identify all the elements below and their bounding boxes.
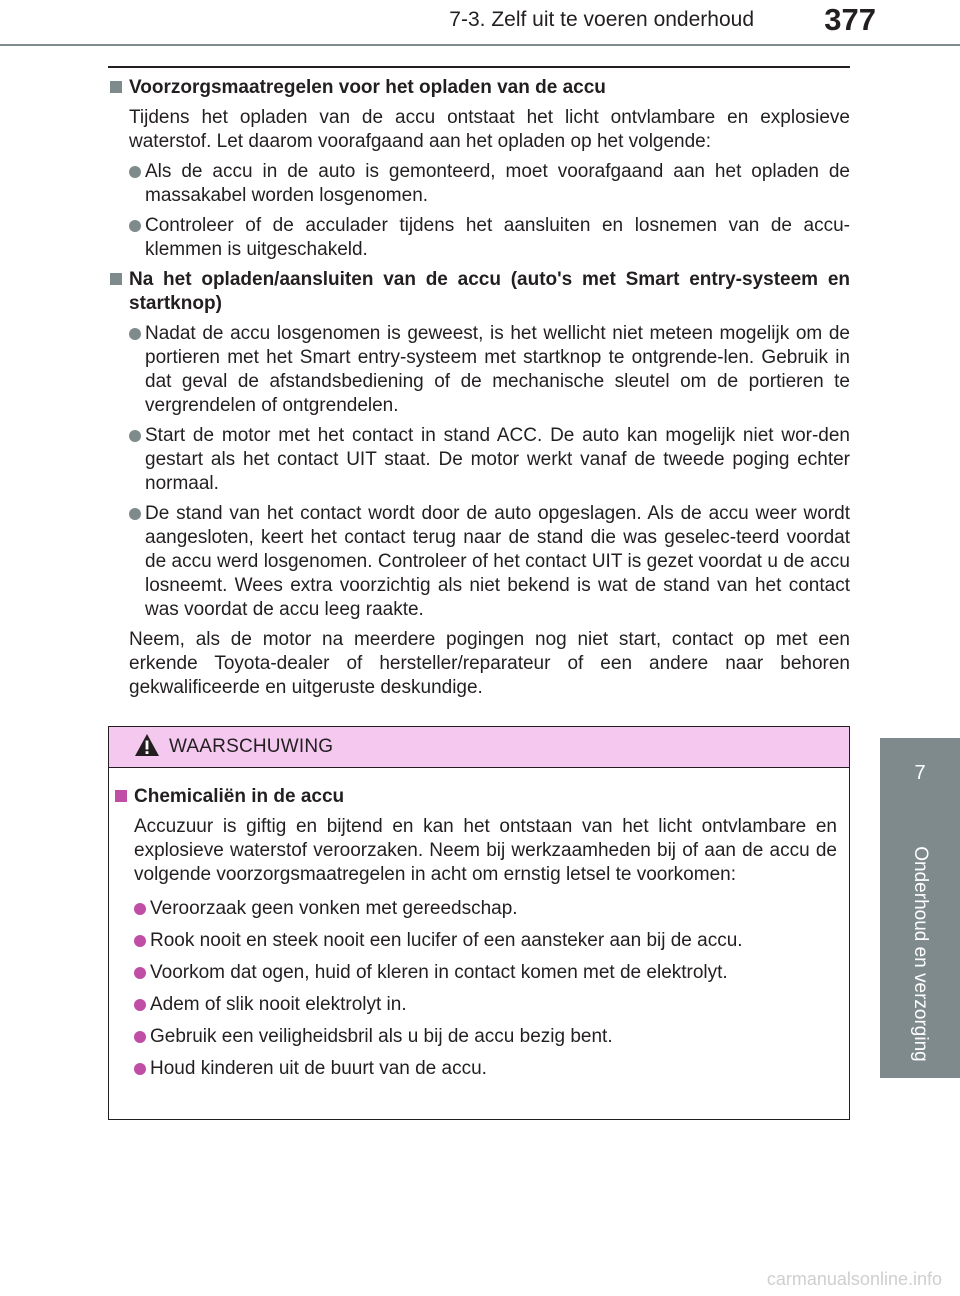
warning-title: WAARSCHUWING: [169, 736, 334, 757]
section-intro: Tijdens het opladen van de accu ontstaat het licht ontvlambare en explosieve waterstof. Let daarom voorafgaand aan het opladen op het volgende:: [129, 107, 850, 152]
round-bullet-icon: [129, 166, 141, 178]
list-item: Houd kinderen uit de buurt van de accu.: [113, 1057, 837, 1081]
section-title: 7-3. Zelf uit te voeren onderhoud: [449, 8, 754, 31]
section-heading: Na het opladen/aansluiten van de accu (auto's met Smart entry-systeem en startknop): [108, 268, 850, 316]
list-item: Als de accu in de auto is gemonteerd, moet voorafgaand aan het opladen de massakabel worden losgenomen.: [108, 160, 850, 208]
round-bullet-icon: [134, 1063, 146, 1075]
chapter-tab: [880, 738, 960, 1078]
square-bullet-icon: [115, 790, 127, 802]
list-item: Veroorzaak geen vonken met gereedschap.: [113, 897, 837, 921]
section-heading: Voorzorgsmaatregelen voor het opladen van de accu: [108, 76, 850, 100]
round-bullet-icon: [129, 508, 141, 520]
section-outro: Neem, als de motor na meerdere pogingen nog niet start, contact op met een erkende Toyota-dealer of hersteller/reparateur of een andere naar behoren gekwalificeerde en uitgeruste deskundige.: [129, 629, 850, 698]
round-bullet-icon: [129, 430, 141, 442]
list-item: Controleer of de acculader tijdens het aansluiten en losnemen van de accu-klemmen is uitgeschakeld.: [108, 214, 850, 262]
round-bullet-icon: [134, 935, 146, 947]
page-number: 377: [824, 2, 876, 37]
list-item: Start de motor met het contact in stand ACC. De auto kan mogelijk niet wor-den gestart als het contact UIT staat. De motor werkt vanaf de tweede poging echter normaal.: [108, 424, 850, 496]
warning-heading: Chemicaliën in de accu: [113, 785, 837, 809]
list-item: Gebruik een veiligheidsbril als u bij de accu bezig bent.: [113, 1025, 837, 1049]
round-bullet-icon: [134, 903, 146, 915]
list-item: Voorkom dat ogen, huid of kleren in contact komen met de elektrolyt.: [113, 961, 837, 985]
round-bullet-icon: [129, 328, 141, 340]
round-bullet-icon: [129, 220, 141, 232]
square-bullet-icon: [110, 81, 122, 93]
list-item: Nadat de accu losgenomen is geweest, is het wellicht niet meteen mogelijk om de portieren met het Smart entry-systeem met startknop te ontgrende-len. Gebruik in dat geval de afstandsbediening of de mechanische sleutel om de portieren te vergrendelen of ontgrendelen.: [108, 322, 850, 418]
round-bullet-icon: [134, 999, 146, 1011]
list-item: Rook nooit en steek nooit een lucifer of een aansteker aan bij de accu.: [113, 929, 837, 953]
warning-intro: Accuzuur is giftig en bijtend en kan het ontstaan van het licht ontvlambare en explosieve waterstof veroorzaken. Neem bij werkzaamheden bij of aan de accu de volgende voorzorgsmaatregelen in acht om ernstig letsel te voorkomen:: [134, 816, 837, 885]
header-divider: [0, 44, 960, 46]
main-content: [108, 76, 850, 704]
content-top-rule: [108, 66, 850, 68]
warning-header: [109, 727, 849, 768]
chapter-number: 7: [914, 762, 926, 784]
page-header: [0, 0, 960, 52]
warning-box: [108, 726, 850, 1120]
list-item: Adem of slik nooit elektrolyt in.: [113, 993, 837, 1017]
watermark: carmanualsonline.info: [766, 1269, 942, 1289]
round-bullet-icon: [134, 967, 146, 979]
warning-body: [113, 785, 837, 1089]
warning-triangle-icon: [134, 733, 160, 757]
square-bullet-icon: [110, 273, 122, 285]
round-bullet-icon: [134, 1031, 146, 1043]
list-item: De stand van het contact wordt door de auto opgeslagen. Als de accu weer wordt aangesloten, keert het contact terug naar de stand die was geselec-teerd voordat de accu werd losgenomen. Controleer of het contact UIT is gezet voordat u de accu losneemt. Wees extra voorzichtig als niet bekend is wat de stand van het contact was voordat de accu leeg raakte.: [108, 502, 850, 622]
chapter-title: Onderhoud en verzorging: [910, 846, 931, 1062]
